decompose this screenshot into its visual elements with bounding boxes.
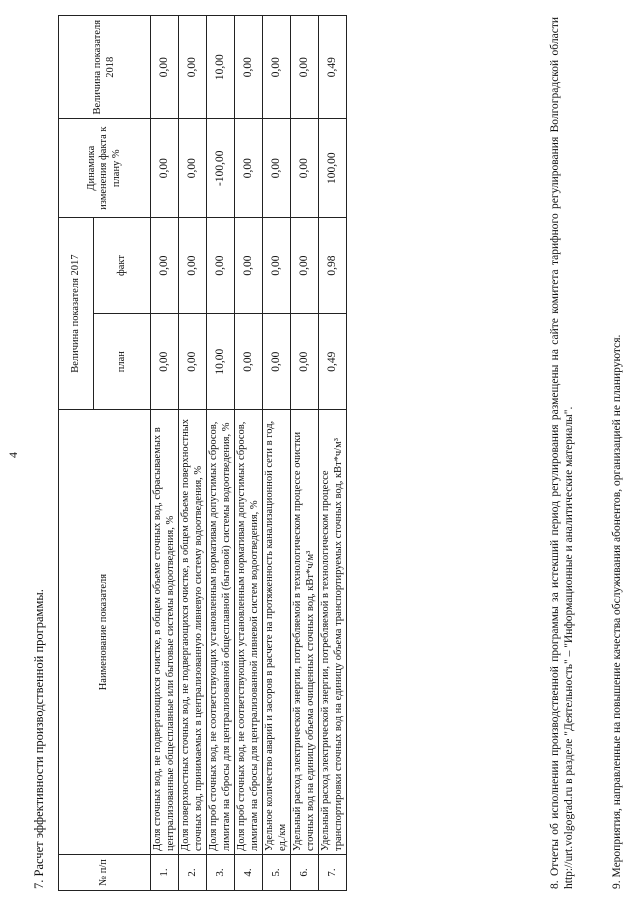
row-value-2018: 0,00 bbox=[263, 16, 291, 119]
row-plan: 0,00 bbox=[179, 314, 207, 410]
row-plan: 0,00 bbox=[263, 314, 291, 410]
row-dynamics: 0,00 bbox=[235, 119, 263, 218]
section-7-title: 7. Расчет эффективности производственной программы. bbox=[32, 589, 46, 889]
row-num: 4. bbox=[235, 854, 263, 890]
table-row bbox=[291, 16, 319, 891]
row-fact: 0,00 bbox=[207, 217, 235, 313]
row-fact: 0,00 bbox=[235, 217, 263, 313]
row-fact: 0,00 bbox=[263, 217, 291, 313]
row-value-2018: 0,49 bbox=[319, 16, 347, 119]
row-name: Доля проб сточных вод, не соответствующих установленным нормативам допустимых сбросов, лимитам на сбросы для централизованной ливневой систем водоотведения, % bbox=[235, 410, 263, 855]
header-value-2017: Величина показателя 2017 bbox=[59, 217, 94, 409]
row-plan: 0,49 bbox=[319, 314, 347, 410]
row-fact: 0,00 bbox=[151, 217, 179, 313]
row-dynamics: 0,00 bbox=[151, 119, 179, 218]
row-dynamics: 0,00 bbox=[291, 119, 319, 218]
table-row bbox=[179, 16, 207, 891]
header-name: Наименование показателя bbox=[59, 410, 151, 855]
table-row bbox=[235, 16, 263, 891]
row-name: Доля сточных вод, не подвергающихся очистке, в общем объеме сточных вод, сбрасываемых в централизованные общесплавные или бытовые системы водоотведения, % bbox=[151, 410, 179, 855]
row-num: 2. bbox=[179, 854, 207, 890]
row-plan: 0,00 bbox=[151, 314, 179, 410]
row-plan: 0,00 bbox=[235, 314, 263, 410]
header-fact: факт bbox=[94, 217, 151, 313]
row-dynamics: 0,00 bbox=[179, 119, 207, 218]
header-plan: план bbox=[94, 314, 151, 410]
table-row bbox=[207, 16, 235, 891]
row-fact: 0,98 bbox=[319, 217, 347, 313]
header-num: № п/п bbox=[59, 854, 151, 890]
row-plan: 10,00 bbox=[207, 314, 235, 410]
row-num: 1. bbox=[151, 854, 179, 890]
row-fact: 0,00 bbox=[291, 217, 319, 313]
row-name: Удельное количество аварий и засоров в расчете на протяженность канализационной сети в год, ед./км bbox=[263, 410, 291, 855]
row-num: 5. bbox=[263, 854, 291, 890]
table-row bbox=[319, 16, 347, 891]
efficiency-table bbox=[58, 15, 347, 891]
header-value-2018: Величина показателя 2018 bbox=[59, 16, 151, 119]
row-plan: 0,00 bbox=[291, 314, 319, 410]
header-dynamics: Динамика изменения факта к плану % bbox=[59, 119, 151, 218]
row-name: Удельный расход электрической энергии, потребляемой в технологическом процессе очистки сточных вод на единицу объема очищенных сточных вод, кВт*ч/м³ bbox=[291, 410, 319, 855]
row-value-2018: 0,00 bbox=[291, 16, 319, 119]
row-fact: 0,00 bbox=[179, 217, 207, 313]
page-number: 4 bbox=[6, 452, 20, 458]
table-row bbox=[263, 16, 291, 891]
row-dynamics: 0,00 bbox=[263, 119, 291, 218]
row-value-2018: 0,00 bbox=[179, 16, 207, 119]
table-row bbox=[151, 16, 179, 891]
row-num: 3. bbox=[207, 854, 235, 890]
row-name: Доля поверхностных сточных вод, не подвергающихся очистке, в общем объеме поверхностных сточных вод, принимаемых в централизованную ливневую систему водоотведения, % bbox=[179, 410, 207, 855]
row-dynamics: -100,00 bbox=[207, 119, 235, 218]
row-value-2018: 10,00 bbox=[207, 16, 235, 119]
row-name: Удельный расход электрической энергии, потребляемой в технологическом процессе транспортировки сточных вод на единицу объема транспортируемых сточных вод, кВт*ч/м³ bbox=[319, 410, 347, 855]
section-9-text: 9. Мероприятия, направленные на повышение качества обслуживания абонентов, организацией не планируются. bbox=[611, 334, 623, 889]
row-num: 6. bbox=[291, 854, 319, 890]
row-dynamics: 100,00 bbox=[319, 119, 347, 218]
row-value-2018: 0,00 bbox=[151, 16, 179, 119]
section-8-text: 8. Отчеты об исполнении производственной программы за истекший период регулирования размещены на сайте комитета тарифного регулирования Волгоградской области http://urt.volgograd.ru в разделе "Деятельность" – "Информационные и аналитические материалы". bbox=[549, 17, 575, 889]
row-value-2018: 0,00 bbox=[235, 16, 263, 119]
row-num: 7. bbox=[319, 854, 347, 890]
row-name: Доля проб сточных вод, не соответствующих установленным нормативам допустимых сбросов, лимитам на сбросы для централизованной общесплавной (бытовой) системы водоотведения, % bbox=[207, 410, 235, 855]
